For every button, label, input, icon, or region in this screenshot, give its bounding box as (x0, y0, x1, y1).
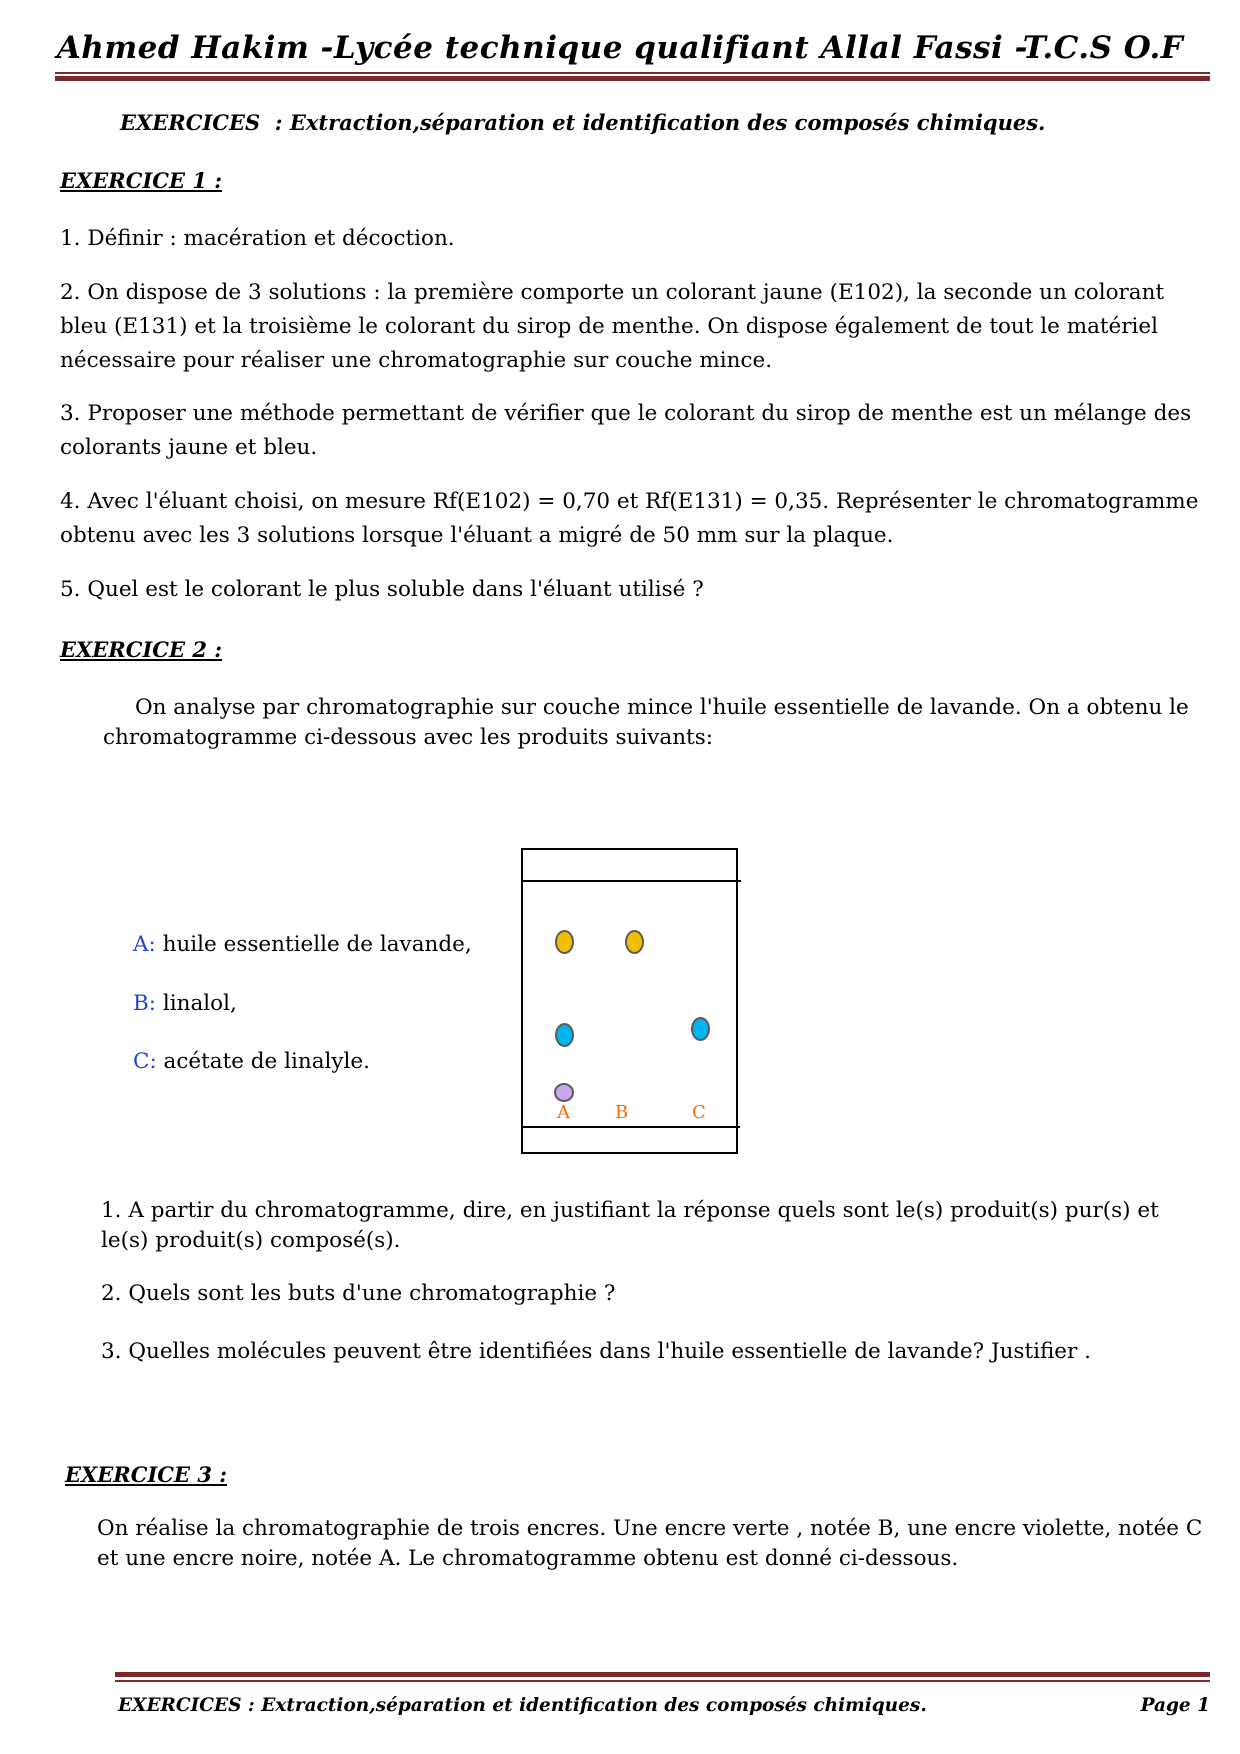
lane-label-b: B (615, 1102, 629, 1123)
product-b (133, 987, 237, 1021)
product-c (133, 1045, 370, 1079)
product-c-letter: C: (133, 1049, 157, 1074)
exercise-1-title: EXERCICE 1 : (60, 168, 223, 193)
product-a-letter: A: (133, 932, 156, 957)
product-c-name: acétate de linalyle. (156, 1049, 370, 1074)
exercise-1-question-3: 3. Proposer une méthode permettant de vérifier que le colorant du sirop de menthe est un mélange des colorants jaune et bleu. (60, 401, 1192, 460)
product-a-name: huile essentielle de lavande, (155, 932, 472, 957)
spot-b-yellow (625, 930, 644, 954)
lane-label-c: C (692, 1102, 706, 1123)
exercise-2-intro: On analyse par chromatographie sur couche mince l'huile essentielle de lavande. On a obtenu le chromatogramme ci-dessous avec les produits suivants: (103, 695, 1189, 750)
lane-label-a: A (557, 1102, 570, 1123)
footer-rule-thick (115, 1672, 1210, 1677)
solvent-front-line (521, 880, 741, 882)
product-b-name: linalol, (156, 991, 237, 1016)
exercise-1-question-5: 5. Quel est le colorant le plus soluble dans l'éluant utilisé ? (60, 577, 704, 602)
exercise-1-question-1: 1. Définir : macération et décoction. (60, 226, 455, 251)
footer-rule-thin (115, 1680, 1210, 1682)
header-rule-thick (55, 76, 1210, 81)
exercise-2-title: EXERCICE 2 : (60, 637, 223, 662)
product-b-letter: B: (133, 991, 157, 1016)
footer-text: EXERCICES : Extraction,séparation et identification des composés chimiques. (118, 1695, 927, 1716)
spot-a-cyan (555, 1023, 574, 1047)
footer-page-number: Page 1 (1140, 1695, 1210, 1716)
document-subtitle: EXERCICES : Extraction,séparation et identification des composés chimiques. (120, 110, 1046, 135)
header-rule-thin (55, 72, 1210, 74)
exercise-2-question-1: 1. A partir du chromatogramme, dire, en justifiant la réponse quels sont le(s) produit(s) pur(s) et le(s) produit(s) composé(s). (101, 1198, 1159, 1253)
page-header-title: Ahmed Hakim -Lycée technique qualifiant Allal Fassi -T.C.S O.F (56, 30, 1184, 66)
exercise-1-question-2: 2. On dispose de 3 solutions : la première comporte un colorant jaune (E102), la seconde un colorant bleu (E131) et la troisième le colorant du sirop de menthe. On dispose également de tout le matériel nécessaire pour réaliser une chromatographie sur couche mince. (60, 280, 1165, 373)
exercise-1-question-4: 4. Avec l'éluant choisi, on mesure Rf(E102) = 0,70 et Rf(E131) = 0,35. Représenter le chromatogramme obtenu avec les 3 solutions lorsque l'éluant a migré de 50 mm sur la plaque. (60, 489, 1199, 548)
exercise-3-title: EXERCICE 3 : (65, 1462, 228, 1487)
chromatogram-plate (521, 848, 738, 1154)
exercise-3-intro: On réalise la chromatographie de trois encres. Une encre verte , notée B, une encre violette, notée C et une encre noire, notée A. Le chromatogramme obtenu est donné ci-dessous. (97, 1516, 1203, 1571)
spot-c-cyan (691, 1017, 710, 1041)
exercise-2-question-3: 3. Quelles molécules peuvent être identifiées dans l'huile essentielle de lavande? Justifier . (101, 1339, 1091, 1364)
spot-a-yellow (555, 930, 574, 954)
baseline-line (521, 1126, 740, 1128)
product-a (133, 928, 472, 962)
spot-a-violet (554, 1083, 574, 1102)
exercise-2-question-2: 2. Quels sont les buts d'une chromatographie ? (101, 1281, 616, 1306)
